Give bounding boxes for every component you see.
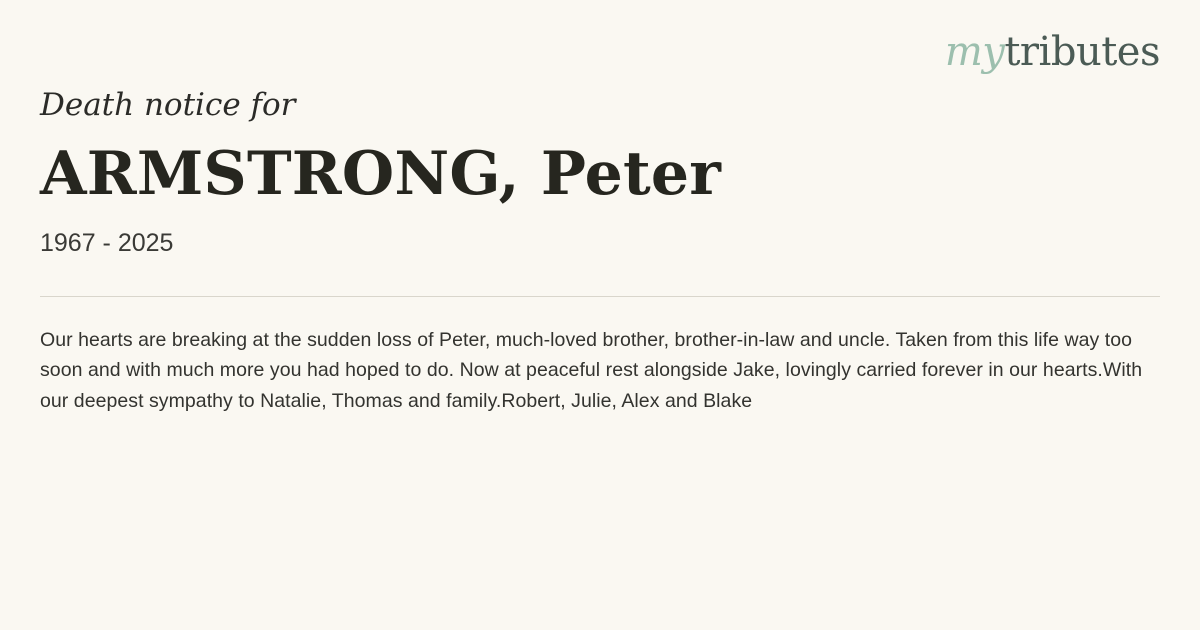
logo-text-tributes: tributes (1004, 29, 1160, 75)
notice-eyebrow: Death notice for (40, 87, 296, 123)
life-dates: 1967 - 2025 (40, 228, 174, 257)
mytributes-logo[interactable] (944, 29, 1160, 75)
logo-text-my: my (944, 29, 1005, 75)
page-title: ARMSTRONG, Peter (40, 139, 722, 210)
notice-body-text: Our hearts are breaking at the sudden loss of Peter, much-loved brother, brother-in-law and uncle. Taken from this life way too soon and with much more you had hoped to do. Now at peaceful rest alongside Jake, lovingly carried forever in our hearts.With our deepest sympathy to Natalie, Thomas and family.Robert, Julie, Alex and Blake (40, 328, 1143, 413)
divider (40, 296, 1160, 297)
